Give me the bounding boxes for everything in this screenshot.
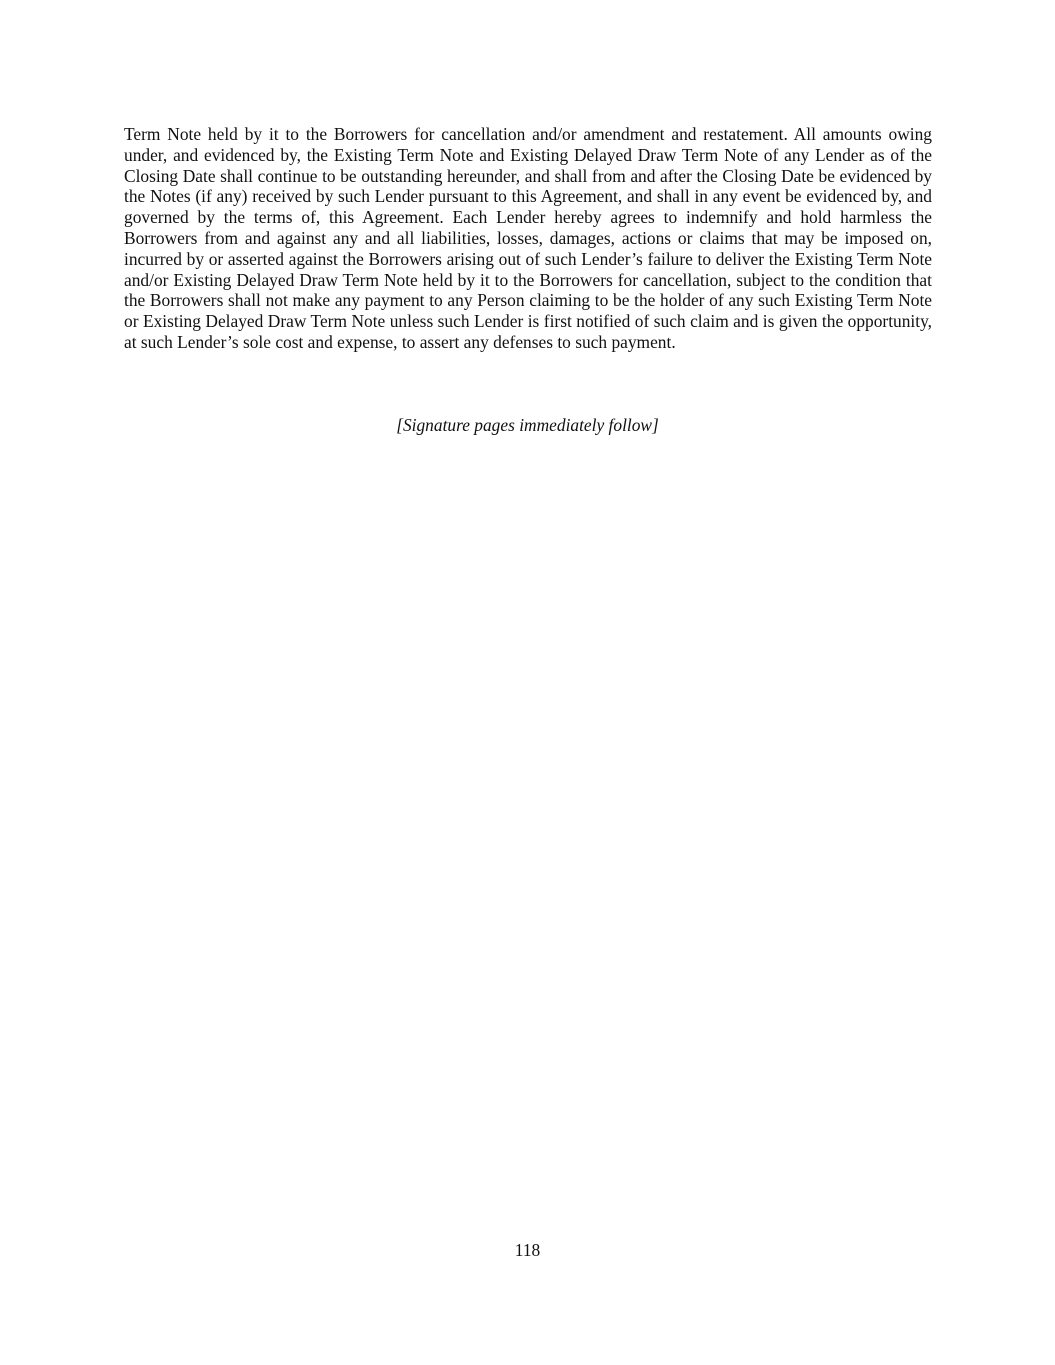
page-number: 118 bbox=[514, 1240, 541, 1260]
signature-pages-note: [Signature pages immediately follow] bbox=[396, 415, 659, 435]
body-paragraph: Term Note held by it to the Borrowers for cancellation and/or amendment and restatement. All amounts owing under, and evidenced by, the Existing Term Note and Existing Delayed Draw Term Note of any Lender as of the Closing Date shall continue to be outstanding hereunder, and shall from and after the Closing Date be evidenced by the Notes (if any) received by such Lender pursuant to this Agreement, and shall in any event be evidenced by, and governed by the terms of, this Agreement. Each Lender hereby agrees to indemnify and hold harmless the Borrowers from and against any and all liabilities, losses, damages, actions or claims that may be imposed on, incurred by or asserted against the Borrowers arising out of such Lender’s failure to deliver the Existing Term Note and/or Existing Delayed Draw Term Note held by it to the Borrowers for cancellation, subject to the condition that the Borrowers shall not make any payment to any Person claiming to be the holder of any such Existing Term Note or Existing Delayed Draw Term Note unless such Lender is first notified of such claim and is given the opportunity, at such Lender’s sole cost and expense, to assert any defenses to such payment. bbox=[124, 124, 932, 352]
